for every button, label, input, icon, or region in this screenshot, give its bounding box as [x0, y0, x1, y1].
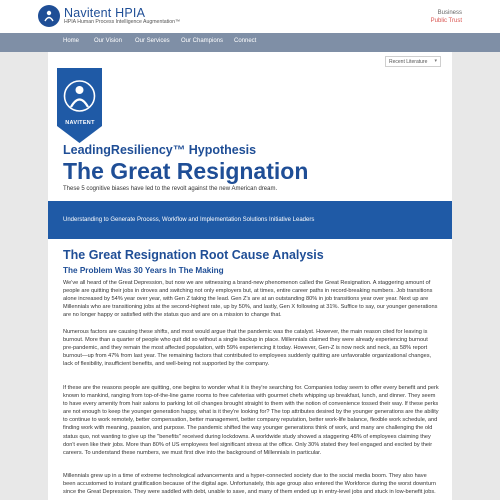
nav-item-our-champions[interactable]: Our Champions: [181, 38, 224, 44]
page-subtitle: These 5 cognitive biases have led to the revolt against the new American dream.: [63, 186, 278, 192]
recent-literature-dropdown[interactable]: [385, 56, 441, 67]
article-title: The Great Resignation Root Cause Analysis: [63, 248, 324, 262]
person-icon: [42, 9, 56, 23]
brand-logo[interactable]: [38, 5, 60, 27]
main-nav: [0, 33, 500, 52]
chevron-down-icon: ▾: [434, 58, 437, 64]
site-header: [0, 0, 500, 33]
public-trust-link[interactable]: Public Trust: [430, 18, 462, 24]
nav-item-connect[interactable]: Connect: [234, 38, 257, 44]
nav-item-home[interactable]: Home: [63, 38, 80, 44]
brand-tagline: HPIA Human Process Intelligence Augmentation™: [64, 19, 181, 25]
article-paragraph: Millennials grew up in a time of extreme technological advancements and a hyper-connected society due to the social media boom. They also have been accustomed to instant gratification because of the digital age. Unfortunately, this age group also entered the Workforce during the worst downturn since the Great Depression. They were saddled with debt, unable to save, and many of them ended up in entry-level jobs and stuck in low-benefit jobs.: [63, 473, 436, 496]
article-paragraph: Numerous factors are causing these shifts, and most would argue that the pandemic was the catalyst. However, the main reason cited for leaving is burnout. More than a quarter of people who quit did so without a single backup in place. Millennials claimed they were already experiencing burnout pre-pandemic, and they remain the most affected population, with 59% experiencing it today. However, Gen-Z is now neck and neck, as 58% report burnout—up from 47% from last year. The remaining factors that contributed to employees suddenly quitting are unfavorable organizational changes, lack of flexibility, insufficient benefits, and well-being not supported by the company.: [63, 329, 432, 368]
brand-name[interactable]: Navitent HPIA: [64, 6, 146, 20]
banner-text: Understanding to Generate Process, Workflow and Implementation Solutions Initiative Leaders: [63, 217, 315, 223]
article-paragraph: If these are the reasons people are quitting, one begins to wonder what it is they're searching for. Companies today seem to offer every benefit and perk known to mankind, ranging from top-of-the-line game rooms to free cafeterias with gourmet chefs whipping up breakfast, lunch, and dinner. They seem to have every amenity from hair salons to parking lot oil changes brought straight to them with the notion of convenience tossed their way. If these perks are not enough to keep the younger generation happy, what is it they're looking for? The top attributes desired by the younger generations are the ability to continue to work remotely, better compensation, better management, better company reputation, better work-life balance, flexible work schedule, and finding work with meaning, passion, and purpose. The pandemic shifted the way younger generations think of work, and many are challenging the old status quo, not wanting to give up the "benefits" received during lockdowns. A worldwide study showed a staggering 48% of employees claiming they don't even like their jobs. More than 80% of US employees feel significant stress at the office. Only 30% stated they feel engaged and excited by their careers. To understand these numbers, we must first dive into the background of Millennials in particular.: [63, 385, 439, 456]
article-paragraph: We've all heard of the Great Depression, but now we are witnessing a brand-new phenomenon called the Great Resignation. A staggering amount of people are quitting their jobs in droves and switching not only employers but, at times, entire career paths in record-breaking numbers. Job transitions alone increased by 54% year over year, with Gen Z taking the lead. Gen Z's are at an outstanding 80% in job transitions year over year. Next up are Millennials who are transitioning jobs at the second-highest rate, up by 50%, and lastly, Gen X following at 31%. Suffice to say, our younger generations are no longer happy or satisfied with the status quo and are on a mission to change that.: [63, 280, 438, 319]
article-subtitle: The Problem Was 30 Years In The Making: [63, 266, 224, 275]
badge-label: NAVITENT: [65, 120, 95, 126]
navitent-badge: [57, 68, 102, 143]
nav-item-our-services[interactable]: Our Services: [135, 38, 170, 44]
page-title: The Great Resignation: [63, 158, 309, 184]
business-link[interactable]: Business: [437, 10, 462, 16]
recent-literature-label: Recent Literature: [389, 59, 428, 65]
nav-item-our-vision[interactable]: Our Vision: [94, 38, 122, 44]
hypothesis-heading: LeadingResiliency™ Hypothesis: [63, 143, 257, 157]
